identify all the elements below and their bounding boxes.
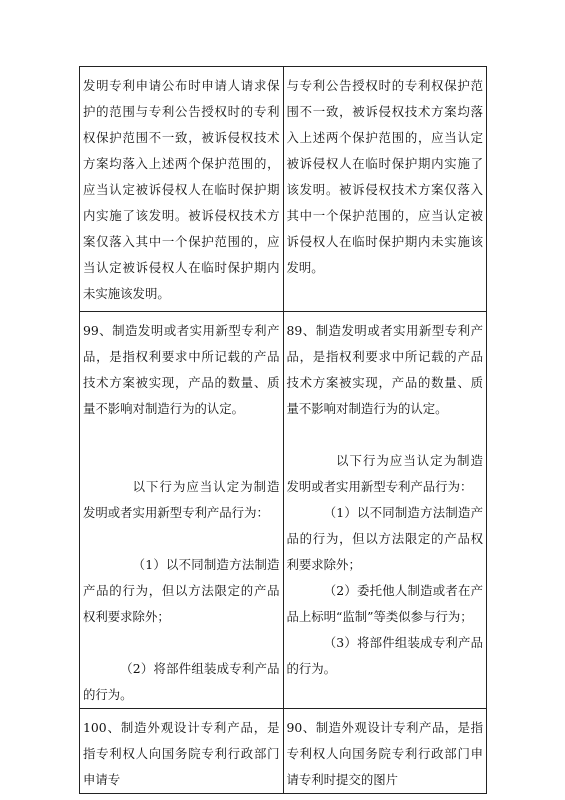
article-89-paragraph: 89、制造发明或者实用新型专利产品，是指权利要求中所记载的产品技术方案被实现，产品的数量、质量不影响对制造行为的认定。: [286, 323, 483, 416]
cell-paragraph: 以下行为应当认定为制造发明或者实用新型专利产品行为：: [286, 453, 483, 494]
table-cell-right: [283, 709, 487, 794]
list-item: （2）委托他人制造或者在产品上标明“监制”等类似参与行为；: [286, 583, 483, 624]
table-row: [80, 709, 487, 794]
article-99-paragraph: 99、制造发明或者实用新型专利产品，是指权利要求中所记载的产品技术方案被实现，产品的数量、质量不影响对制造行为的认定。: [83, 323, 280, 416]
table-cell-right: [283, 67, 487, 312]
list-item: （1）以不同制造方法制造产品的行为，但以方法限定的产品权利要求除外；: [286, 505, 483, 572]
table-cell-left: [80, 67, 284, 312]
table-cell-left: [80, 709, 284, 794]
table-cell-right: [283, 312, 487, 709]
table-cell-left: [80, 312, 284, 709]
list-item: （2）将部件组装成专利产品的行为。: [83, 661, 280, 702]
table-row: [80, 312, 487, 709]
article-100-paragraph: 100、制造外观设计专利产品，是指专利权人向国务院专利行政部门申请专: [83, 720, 280, 787]
list-item: （1）以不同制造方法制造产品的行为，但以方法限定的产品权利要求除外；: [83, 557, 280, 624]
cell-paragraph: 与专利公告授权时的专利权保护范围不一致，被诉侵权技术方案均落入上述两个保护范围的，应当认定被诉侵权人在临时保护期内实施了该发明。被诉侵权技术方案仅落入其中一个保护范围的，应当认定被诉侵权人在临时保护期内未实施该发明。: [286, 78, 483, 275]
law-comparison-table: [79, 66, 487, 794]
article-90-paragraph: 90、制造外观设计专利产品，是指专利权人向国务院专利行政部门申请专利时提交的图片: [286, 720, 483, 787]
cell-paragraph: 发明专利申请公布时申请人请求保护的范围与专利公告授权时的专利权保护范围不一致，被诉侵权技术方案均落入上述两个保护范围的，应当认定被诉侵权人在临时保护期内实施了该发明。被诉侵权技术方案仅落入其中一个保护范围的，应当认定被诉侵权人在临时保护期内未实施该发明。: [83, 78, 280, 301]
table-row: [80, 67, 487, 312]
list-item: （3）将部件组装成专利产品的行为。: [286, 635, 483, 676]
cell-paragraph: 以下行为应当认定为制造发明或者实用新型专利产品行为：: [83, 479, 280, 520]
